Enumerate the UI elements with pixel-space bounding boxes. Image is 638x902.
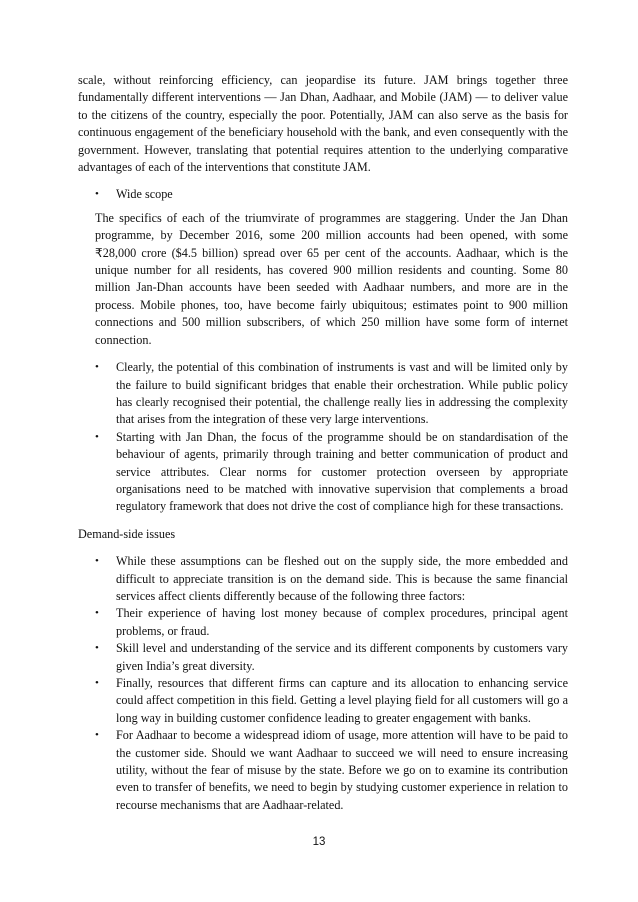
- bullet-icon: •: [95, 677, 99, 689]
- list-item: [78, 675, 568, 727]
- list-item: [78, 605, 568, 640]
- bullet-text: Finally, resources that different firms can capture and its allocation to enhancing service could affect competition in this field. Getting a level playing field for all customers will go a long way in building customer confidence leading to greater engagement with banks.: [116, 676, 568, 725]
- demand-bullet-list: [78, 553, 568, 814]
- bullet-icon: •: [95, 729, 99, 742]
- page-number: 13: [312, 836, 326, 848]
- bullet-text: For Aadhaar to become a widespread idiom of usage, more attention will have to be paid to the customer side. Should we want Aadhaar to succeed we will need to ensure increasing utility, without the fear of misuse by the state. Before we go on to examine its contribution even to transfer of benefits, we need to begin by studying customer experience in relation to recourse mechanisms that are Aadhaar-related.: [116, 728, 568, 812]
- bullet-text: Their experience of having lost money because of complex procedures, principal agent problems, or fraud.: [116, 606, 568, 638]
- bullet-text: Starting with Jan Dhan, the focus of the programme should be on standardisation of the behaviour of agents, primarily through training and better communication of product and service attributes. Clear norms for customer protection overseen by appropriate organisations need to be matched with innovative supervision that complements a broad regulatory framework that does not drive the cost of compliance high for these transactions.: [116, 429, 568, 514]
- list-item: [78, 429, 568, 516]
- bullet-text: While these assumptions can be fleshed out on the supply side, the more embedded and difficult to appreciate transition is on the demand side. This is because the same financial services affect clients differently because of the following three factors:: [116, 554, 568, 603]
- list-item: [78, 727, 568, 814]
- bullet-icon: •: [95, 555, 99, 568]
- bullet-icon: •: [95, 642, 99, 655]
- document-page: [78, 72, 568, 824]
- supply-bullet-list: [78, 359, 568, 516]
- intro-paragraph: scale, without reinforcing efficiency, can jeopardise its future. JAM brings together three fundamentally different interventions — Jan Dhan, Aadhaar, and Mobile (JAM) — to deliver value to the citizens of the country, especially the poor. Potentially, JAM can also serve as the basis for continuous engagement of the beneficiary household with the bank, and even consequently with the government. However, translating that potential requires attention to the underlying comparative advantages of each of the interventions that constitute JAM.: [78, 73, 568, 175]
- bullet-text: Clearly, the potential of this combination of instruments is vast and will be limited only by the failure to build significant bridges that enable their orchestration. While public policy has clearly recognised their potential, the challenge really lies in addressing the complexity that arises from the integration of these very large interventions.: [116, 360, 568, 427]
- wide-scope-paragraph: The specifics of each of the triumvirate of programmes are staggering. Under the Jan Dhan programme, by December 2016, some 200 million accounts had been opened, with some ₹28,000 crore ($4.5 billion) spread over 65 per cent of the accounts. Aadhaar, which is the unique number for all residents, has covered 900 million residents and counting. Some 80 million Jan-Dhan accounts have been seeded with Aadhaar numbers, and more are in the process. Mobile phones, too, have become fairly ubiquitous; estimates point to 900 million connections and 500 million subscribers, of which 250 million have some form of internet connection.: [95, 210, 568, 347]
- list-item: [78, 359, 568, 429]
- wide-scope-list: [78, 186, 568, 203]
- wide-scope-heading: Wide scope: [116, 187, 173, 202]
- bullet-icon: •: [95, 430, 99, 443]
- bullet-icon: •: [95, 607, 99, 620]
- list-item: [78, 640, 568, 675]
- bullet-icon: •: [95, 188, 99, 201]
- list-item: [78, 186, 568, 203]
- bullet-text: Skill level and understanding of the service and its different components by customers vary given India’s great diversity.: [116, 641, 568, 673]
- list-item: [78, 553, 568, 605]
- demand-side-heading: Demand-side issues: [78, 526, 176, 541]
- bullet-icon: •: [95, 361, 99, 374]
